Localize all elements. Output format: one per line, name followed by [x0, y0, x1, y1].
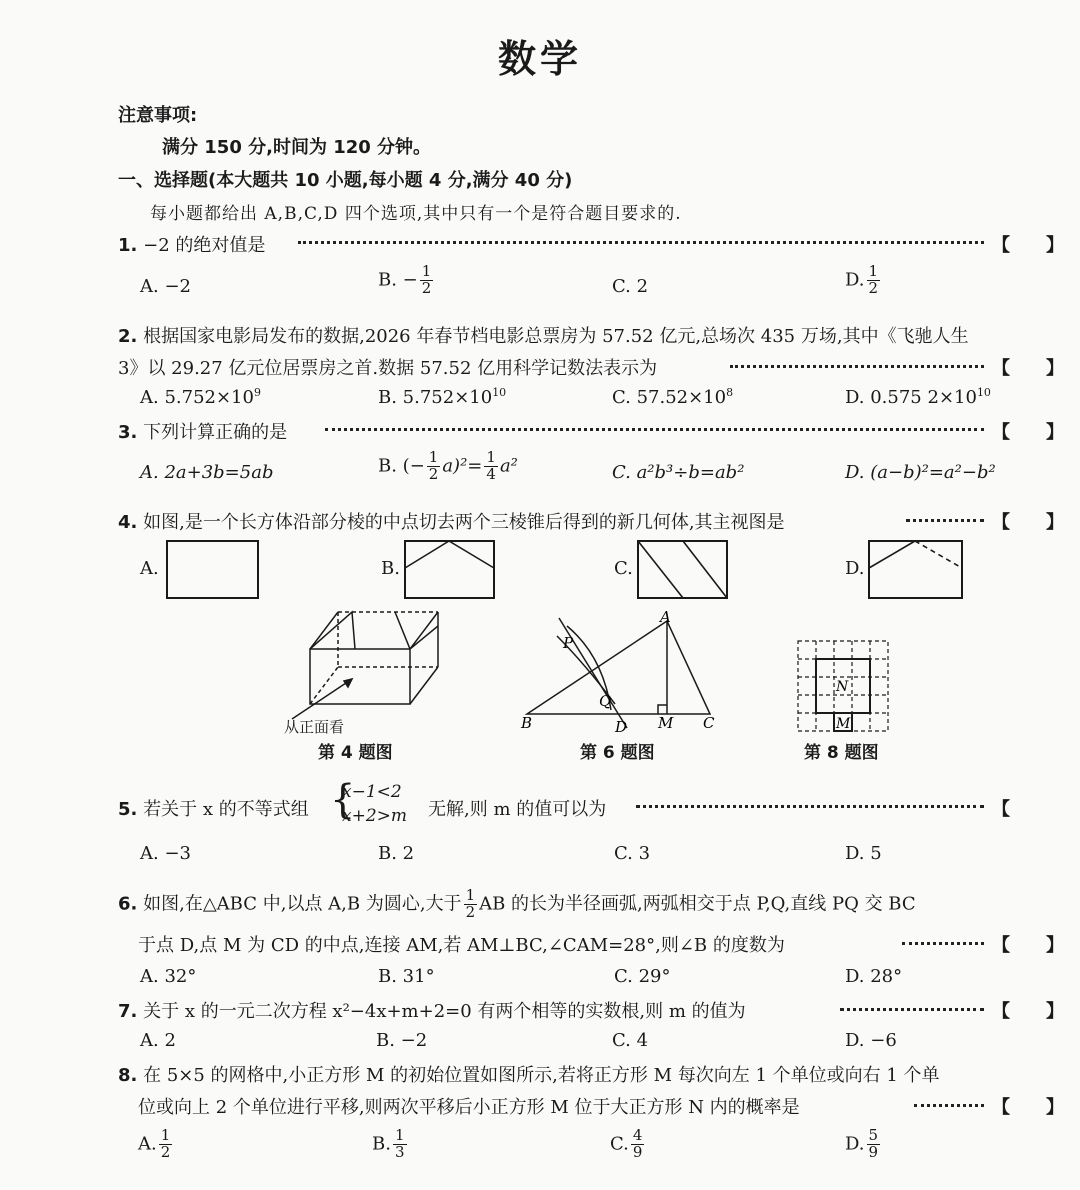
question-number: 8.: [118, 1065, 138, 1086]
option-b-prefix: B.: [372, 1133, 391, 1155]
denominator: 2: [868, 278, 879, 297]
label-m: M: [836, 716, 851, 732]
denominator: 4: [486, 464, 496, 483]
arrow-head: [344, 679, 352, 687]
option-b-mid: a)²=: [442, 455, 483, 477]
inequality-1: x−1<2: [342, 782, 402, 802]
question-5-tail: 无解,则 m 的值可以为: [428, 799, 607, 820]
question-text-cont: AB 的长为半径画弧,两弧相交于点 P,Q,直线 PQ 交 BC: [479, 893, 916, 915]
question-number: 1.: [118, 235, 138, 256]
option-b: [378, 450, 518, 483]
option-a-figure: [166, 540, 260, 600]
question-7-stem: [118, 997, 746, 1023]
figure-4-solid: [280, 604, 450, 734]
option-b: B.: [381, 558, 400, 579]
answer-bracket: 【 】: [992, 1001, 1064, 1022]
figure-4-caption: 第 4 题图: [318, 743, 393, 763]
question-number: 6.: [118, 893, 138, 915]
fraction: [484, 450, 498, 483]
option-a: [138, 1128, 174, 1161]
figure-8-grid: [796, 639, 892, 735]
front-face: [310, 649, 410, 704]
fraction: [867, 1128, 881, 1161]
question-number: 3.: [118, 422, 138, 443]
denominator: 3: [394, 1142, 405, 1161]
question-4-stem: [118, 508, 785, 534]
numerator: 4: [632, 1126, 643, 1144]
notice-heading: 注意事项:: [118, 105, 198, 126]
denominator: 2: [428, 464, 439, 483]
question-number: 7.: [118, 1001, 138, 1022]
numerator: 5: [868, 1126, 879, 1144]
question-5-stem: [118, 795, 309, 821]
option-d: [845, 264, 882, 297]
answer-bracket: 【 】: [992, 512, 1064, 533]
fraction: [159, 1128, 173, 1161]
point-p-label: P: [563, 634, 574, 652]
option-a: A.: [140, 558, 159, 579]
exponent: 10: [976, 386, 991, 399]
page-title: 数学: [497, 37, 582, 81]
system-brace: {: [330, 777, 356, 823]
notice-line: 满分 150 分,时间为 120 分钟。: [162, 137, 432, 158]
option-b-prefix: B. −: [378, 269, 418, 291]
option-d: D. 5: [845, 843, 882, 864]
cut-lines: [310, 612, 355, 649]
answer-bracket: 【 】: [992, 358, 1064, 379]
answer-bracket-open: 【: [992, 799, 1010, 820]
answer-bracket: 【 】: [992, 235, 1064, 256]
edge: [310, 612, 338, 649]
numerator: 1: [428, 448, 439, 466]
question-2-line2: 3》以 29.27 亿元位居票房之首.数据 57.52 亿用科学记数法表示为: [118, 358, 658, 379]
question-1-stem: [118, 231, 265, 257]
numerator: 1: [465, 886, 476, 904]
inequality-2: x+2>m: [342, 806, 408, 826]
point-d-label: D: [615, 718, 628, 736]
rectangle: [167, 541, 258, 598]
option-b: [378, 386, 506, 408]
option-a: A. −3: [140, 843, 191, 864]
option-c: C.: [614, 558, 633, 579]
denominator: 9: [632, 1142, 643, 1161]
leader-dots: [906, 519, 984, 522]
question-text: 如图,是一个长方体沿部分棱的中点切去两个三棱锥后得到的新几何体,其主视图是: [143, 512, 785, 533]
option-a-text: A. 5.752×10: [140, 387, 254, 408]
numerator: 1: [160, 1126, 171, 1144]
point-b-label: B: [521, 714, 533, 732]
section-instruction: 每小题都给出 A,B,C,D 四个选项,其中只有一个是符合题目要求的.: [150, 204, 682, 224]
solid-line: [869, 541, 915, 568]
question-text: 若关于 x 的不等式组: [143, 799, 309, 820]
option-d-prefix: D.: [845, 1133, 865, 1155]
option-a: A. 2: [140, 1030, 176, 1051]
option-a-prefix: A.: [138, 1133, 157, 1155]
fraction: [420, 264, 434, 297]
leader-dots: [325, 428, 984, 431]
option-d: D.: [845, 558, 865, 579]
fraction: [393, 1128, 407, 1161]
label-n: N: [836, 679, 849, 695]
fraction: [631, 1128, 645, 1161]
question-text: 在 5×5 的网格中,小正方形 M 的初始位置如图所示,若将正方形 M 每次向左 1 个单位或向右 1 个单: [143, 1065, 940, 1086]
right-angle-mark: [658, 705, 667, 714]
option-b-text: B. 5.752×10: [378, 387, 493, 408]
exponent: 8: [726, 386, 734, 399]
point-a-label: A: [660, 608, 671, 626]
edge: [410, 667, 438, 704]
leader-dots: [730, 365, 984, 368]
diagonal-line: [638, 541, 683, 598]
option-a: A. 2a+3b=5ab: [140, 462, 274, 483]
figure-4-view-label: 从正面看: [284, 718, 345, 736]
question-8-line2: 位或向上 2 个单位进行平移,则两次平移后小正方形 M 位于大正方形 N 内的概率是: [138, 1097, 800, 1118]
figure-6-caption: 第 6 题图: [580, 743, 655, 763]
option-d: D. −6: [845, 1030, 897, 1051]
option-b: [372, 1128, 409, 1161]
exponent: 9: [253, 386, 261, 399]
numerator: 1: [486, 448, 496, 466]
option-b-prefix: B. (−: [378, 455, 425, 477]
diagonal-line: [683, 541, 727, 598]
option-d: D. (a−b)²=a²−b²: [845, 462, 996, 483]
option-a: [140, 386, 261, 408]
leader-dots: [840, 1008, 984, 1011]
cut-lines: [395, 612, 438, 649]
leader-dots: [914, 1104, 984, 1107]
option-d-figure: [868, 540, 964, 600]
option-c: C. a²b³÷b=ab²: [612, 462, 745, 483]
answer-bracket: 【 】: [992, 1097, 1064, 1118]
inequality-system: [342, 780, 407, 828]
option-c-prefix: C.: [610, 1133, 629, 1155]
question-text: 如图,在△ABC 中,以点 A,B 为圆心,大于: [143, 893, 462, 915]
fraction: [427, 450, 441, 483]
option-b-figure: [404, 540, 496, 600]
question-6-line2: 于点 D,点 M 为 CD 的中点,连接 AM,若 AM⊥BC,∠CAM=28°,则∠B 的度数为: [138, 935, 785, 956]
option-c: [610, 1128, 646, 1161]
option-c: [612, 386, 733, 408]
dashed-line: [915, 541, 962, 568]
option-c: C. 2: [612, 276, 649, 297]
triangle-abc: [527, 621, 710, 714]
edge: [410, 612, 438, 649]
section-heading: 一、选择题(本大题共 10 小题,每小题 4 分,满分 40 分): [118, 170, 573, 191]
question-number: 2.: [118, 326, 138, 347]
point-m-label: M: [658, 714, 674, 732]
option-b: B. −2: [376, 1030, 428, 1051]
option-d: D. 28°: [845, 966, 903, 987]
option-d: [845, 1128, 882, 1161]
option-d-prefix: D.: [845, 269, 865, 291]
fraction: [867, 264, 881, 297]
option-b: B. 2: [378, 843, 415, 864]
denominator: 2: [160, 1142, 171, 1161]
numerator: 1: [421, 262, 432, 280]
question-number: 5.: [118, 799, 138, 820]
question-text: 下列计算正确的是: [143, 422, 288, 443]
denominator: 9: [868, 1142, 879, 1161]
leader-dots: [298, 241, 984, 244]
question-text: 根据国家电影局发布的数据,2026 年春节档电影总票房为 57.52 亿元,总场次 435 万场,其中《飞驰人生: [143, 326, 969, 347]
option-c: C. 29°: [614, 966, 671, 987]
question-text: −2 的绝对值是: [143, 235, 266, 256]
rectangle: [638, 541, 727, 598]
question-number: 4.: [118, 512, 138, 533]
leader-dots: [902, 942, 984, 945]
fraction: [464, 888, 478, 921]
question-6-line1: [118, 888, 916, 921]
answer-bracket: 【 】: [992, 935, 1064, 956]
denominator: 2: [465, 902, 476, 921]
question-8-line1: [118, 1061, 940, 1087]
option-c: C. 4: [612, 1030, 649, 1051]
option-b: [378, 264, 435, 297]
option-d: [845, 386, 991, 408]
option-a: A. −2: [140, 276, 191, 297]
figure-6-triangle: [515, 606, 730, 736]
question-3-stem: [118, 418, 287, 444]
option-b: B. 31°: [378, 966, 435, 987]
exponent: 10: [492, 386, 507, 399]
option-d-text: D. 0.575 2×10: [845, 387, 977, 408]
denominator: 2: [421, 278, 432, 297]
point-q-label: Q: [599, 692, 612, 710]
option-c-figure: [637, 540, 729, 600]
leader-dots: [636, 805, 984, 808]
point-c-label: C: [703, 714, 715, 732]
rectangle: [405, 541, 494, 598]
numerator: 1: [394, 1126, 405, 1144]
numerator: 1: [868, 262, 879, 280]
answer-bracket: 【 】: [992, 422, 1064, 443]
question-text: 关于 x 的一元二次方程 x²−4x+m+2=0 有两个相等的实数根,则 m 的值为: [143, 1001, 746, 1022]
option-a: A. 32°: [140, 966, 197, 987]
option-b-suffix: a²: [499, 455, 518, 477]
view-arrow: [292, 679, 352, 719]
figure-8-caption: 第 8 题图: [804, 743, 879, 763]
option-c: C. 3: [614, 843, 651, 864]
question-2-line1: [118, 322, 969, 348]
solid-lines: [405, 541, 494, 568]
rectangle: [869, 541, 962, 598]
option-c-text: C. 57.52×10: [612, 387, 727, 408]
